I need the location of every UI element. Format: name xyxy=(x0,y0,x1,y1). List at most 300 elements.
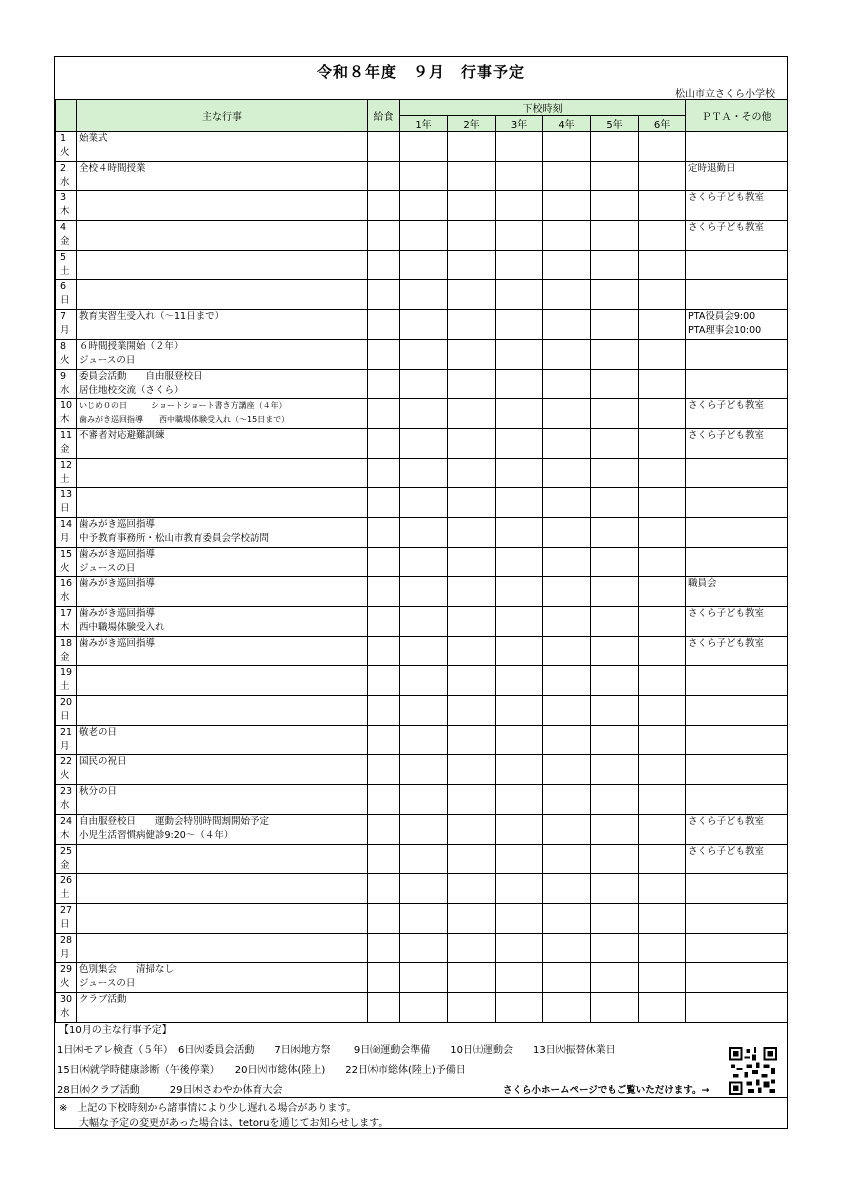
lunch-cell xyxy=(368,933,400,963)
event-line: クラブ活動 xyxy=(79,993,127,1005)
dismissal-cell xyxy=(496,458,543,488)
dismissal-cell xyxy=(543,696,591,726)
pta-cell xyxy=(686,577,788,607)
pta-cell xyxy=(686,992,788,1022)
dismissal-cell xyxy=(543,221,591,251)
day-number: 17 xyxy=(60,608,73,619)
dismissal-cell xyxy=(591,369,639,399)
day-of-week: 日 xyxy=(60,503,70,515)
dismissal-cell xyxy=(591,814,639,844)
event-line: いじめ０の日 ショートショート書き方講座（４年） xyxy=(79,401,287,411)
lunch-cell xyxy=(368,696,400,726)
event-line: ６時間授業開始（２年） xyxy=(79,340,184,352)
dismissal-cell xyxy=(448,369,496,399)
day-row xyxy=(56,221,788,251)
day-of-week: 土 xyxy=(60,889,70,901)
day-row xyxy=(56,399,788,429)
header-grade: 5年 xyxy=(591,116,639,132)
pta-cell xyxy=(686,696,788,726)
dismissal-cell xyxy=(496,755,543,785)
dismissal-cell xyxy=(448,755,496,785)
dismissal-cell xyxy=(639,517,686,547)
dismissal-cell xyxy=(496,339,543,369)
dismissal-cell xyxy=(639,933,686,963)
lunch-cell xyxy=(368,874,400,904)
pta-line: さくら子ども教室 xyxy=(688,815,765,827)
day-cell xyxy=(56,488,77,518)
dismissal-cell xyxy=(400,755,448,785)
dismissal-cell xyxy=(591,280,639,310)
lunch-cell xyxy=(368,725,400,755)
dismissal-cell xyxy=(639,399,686,429)
pta-cell xyxy=(686,785,788,815)
lunch-cell xyxy=(368,280,400,310)
day-row xyxy=(56,903,788,933)
dismissal-cell xyxy=(591,696,639,726)
event-line: 敬老の日 xyxy=(79,726,118,738)
dismissal-cell xyxy=(400,191,448,221)
day-cell xyxy=(56,755,77,785)
dismissal-cell xyxy=(400,547,448,577)
october-line: 28日㈬クラブ活動 29日㈭さわやか体育大会 xyxy=(57,1085,283,1096)
day-cell xyxy=(56,399,77,429)
day-cell xyxy=(56,992,77,1022)
dismissal-cell xyxy=(591,339,639,369)
event-line: 始業式 xyxy=(79,133,108,144)
dismissal-cell xyxy=(400,607,448,637)
dismissal-cell xyxy=(448,666,496,696)
dismissal-cell xyxy=(639,132,686,162)
dismissal-cell xyxy=(591,577,639,607)
day-cell xyxy=(56,280,77,310)
day-cell xyxy=(56,250,77,280)
day-of-week: 火 xyxy=(60,562,70,574)
lunch-cell xyxy=(368,369,400,399)
dismissal-cell xyxy=(496,221,543,251)
event-line: 小児生活習慣病健診9:20～（４年） xyxy=(79,829,234,841)
dismissal-cell xyxy=(400,280,448,310)
event-line: 歯みがき巡回指導 xyxy=(79,518,156,530)
day-row xyxy=(56,458,788,488)
october-line: 1日㈭モアレ検査（５年） 6日㈫委員会活動 7日㈬地方祭 9日㈮運動会準備 10日㈯運動会 13日㈫振替休業日 xyxy=(57,1045,616,1056)
dismissal-cell xyxy=(543,369,591,399)
dismissal-cell xyxy=(639,725,686,755)
day-cell xyxy=(56,607,77,637)
dismissal-cell xyxy=(543,755,591,785)
header-grade: 4年 xyxy=(543,116,591,132)
dismissal-cell xyxy=(591,755,639,785)
lunch-cell xyxy=(368,161,400,191)
dismissal-cell xyxy=(448,488,496,518)
dismissal-cell xyxy=(543,517,591,547)
events-cell xyxy=(77,280,368,310)
lunch-cell xyxy=(368,755,400,785)
dismissal-cell xyxy=(448,933,496,963)
lunch-cell xyxy=(368,963,400,993)
pta-line: さくら子ども教室 xyxy=(688,192,765,204)
dismissal-cell xyxy=(448,547,496,577)
lunch-cell xyxy=(368,458,400,488)
dismissal-cell xyxy=(448,874,496,904)
events-cell xyxy=(77,191,368,221)
day-of-week: 木 xyxy=(60,622,70,633)
dismissal-cell xyxy=(496,874,543,904)
day-number: 27 xyxy=(60,904,73,916)
pta-cell xyxy=(686,636,788,666)
events-cell xyxy=(77,844,368,874)
dismissal-cell xyxy=(448,814,496,844)
dismissal-cell xyxy=(543,607,591,637)
dismissal-cell xyxy=(448,844,496,874)
dismissal-cell xyxy=(591,458,639,488)
day-number: 9 xyxy=(60,370,67,382)
day-number: 10 xyxy=(60,400,73,412)
lunch-cell xyxy=(368,577,400,607)
dismissal-cell xyxy=(400,221,448,251)
pta-cell xyxy=(686,666,788,696)
day-cell xyxy=(56,369,77,399)
day-number: 8 xyxy=(60,340,67,352)
dismissal-cell xyxy=(496,636,543,666)
dismissal-cell xyxy=(591,428,639,458)
events-cell xyxy=(77,339,368,369)
events-cell xyxy=(77,636,368,666)
event-line: 委員会活動 自由服登校日 xyxy=(79,370,203,382)
events-cell xyxy=(77,992,368,1022)
dismissal-cell xyxy=(639,903,686,933)
dismissal-cell xyxy=(400,399,448,429)
day-of-week: 木 xyxy=(60,829,70,841)
dismissal-cell xyxy=(496,725,543,755)
dismissal-cell xyxy=(400,814,448,844)
day-row xyxy=(56,636,788,666)
events-cell xyxy=(77,310,368,340)
day-cell xyxy=(56,339,77,369)
dismissal-cell xyxy=(400,428,448,458)
page-title: 令和８年度 ９月 行事予定 xyxy=(316,63,525,81)
lunch-cell xyxy=(368,903,400,933)
day-number: 6 xyxy=(60,281,67,293)
schedule-table xyxy=(55,99,788,1023)
day-row xyxy=(56,874,788,904)
dismissal-cell xyxy=(591,903,639,933)
day-row xyxy=(56,339,788,369)
pta-cell xyxy=(686,725,788,755)
day-row xyxy=(56,280,788,310)
dismissal-cell xyxy=(639,458,686,488)
day-number: 19 xyxy=(60,667,73,679)
day-row xyxy=(56,696,788,726)
day-number: 20 xyxy=(60,697,73,709)
pta-cell xyxy=(686,517,788,547)
day-row xyxy=(56,666,788,696)
day-of-week: 日 xyxy=(60,711,70,723)
dismissal-cell xyxy=(400,339,448,369)
dismissal-cell xyxy=(448,963,496,993)
events-cell xyxy=(77,458,368,488)
day-of-week: 水 xyxy=(60,384,70,396)
event-line: 歯みがき巡回指導 西中職場体験受入れ（～15日まで） xyxy=(79,415,290,425)
dismissal-cell xyxy=(591,785,639,815)
dismissal-cell xyxy=(496,933,543,963)
dismissal-cell xyxy=(639,696,686,726)
pta-cell xyxy=(686,547,788,577)
day-cell xyxy=(56,725,77,755)
dismissal-cell xyxy=(543,963,591,993)
day-cell xyxy=(56,874,77,904)
dismissal-cell xyxy=(591,963,639,993)
lunch-cell xyxy=(368,607,400,637)
day-row xyxy=(56,310,788,340)
day-cell xyxy=(56,577,77,607)
dismissal-cell xyxy=(591,221,639,251)
dismissal-cell xyxy=(496,607,543,637)
dismissal-cell xyxy=(400,458,448,488)
notes-section xyxy=(55,1097,787,1129)
lunch-cell xyxy=(368,339,400,369)
dismissal-cell xyxy=(639,814,686,844)
day-row xyxy=(56,963,788,993)
day-row xyxy=(56,607,788,637)
day-of-week: 水 xyxy=(60,176,70,188)
events-cell xyxy=(77,725,368,755)
header-pta: ＰＴＡ・その他 xyxy=(686,100,788,132)
dismissal-cell xyxy=(448,992,496,1022)
lunch-cell xyxy=(368,132,400,162)
day-row xyxy=(56,755,788,785)
pta-cell xyxy=(686,903,788,933)
header-dismissal: 下校時刻 xyxy=(400,100,686,116)
day-cell xyxy=(56,428,77,458)
lunch-cell xyxy=(368,517,400,547)
dismissal-cell xyxy=(400,250,448,280)
dismissal-cell xyxy=(400,903,448,933)
event-line: 教育実習生受入れ（～11日まで） xyxy=(79,311,225,323)
lunch-cell xyxy=(368,191,400,221)
dismissal-cell xyxy=(496,428,543,458)
day-number: 1 xyxy=(60,133,67,144)
day-number: 24 xyxy=(60,815,73,827)
dismissal-cell xyxy=(496,696,543,726)
day-cell xyxy=(56,310,77,340)
event-line: 不審者対応避難訓練 xyxy=(79,429,165,441)
dismissal-cell xyxy=(496,517,543,547)
dismissal-cell xyxy=(496,369,543,399)
events-cell xyxy=(77,517,368,547)
dismissal-cell xyxy=(543,547,591,577)
lunch-cell xyxy=(368,814,400,844)
events-cell xyxy=(77,696,368,726)
dismissal-cell xyxy=(591,310,639,340)
dismissal-cell xyxy=(543,250,591,280)
day-cell xyxy=(56,844,77,874)
events-cell xyxy=(77,577,368,607)
event-line: 歯みがき巡回指導 xyxy=(79,637,156,649)
dismissal-cell xyxy=(639,844,686,874)
dismissal-cell xyxy=(448,310,496,340)
dismissal-cell xyxy=(448,607,496,637)
dismissal-cell xyxy=(400,963,448,993)
pta-line: さくら子ども教室 xyxy=(688,845,765,857)
pta-cell xyxy=(686,844,788,874)
event-line: 歯みがき巡回指導 xyxy=(79,578,156,590)
day-row xyxy=(56,161,788,191)
header-day xyxy=(56,100,77,132)
dismissal-cell xyxy=(448,399,496,429)
pta-cell xyxy=(686,310,788,340)
day-row xyxy=(56,844,788,874)
dismissal-cell xyxy=(448,785,496,815)
dismissal-cell xyxy=(639,369,686,399)
qr-code-icon[interactable] xyxy=(729,1047,777,1095)
day-of-week: 日 xyxy=(60,918,70,930)
lunch-cell xyxy=(368,636,400,666)
pta-line: PTA役員会9:00 xyxy=(688,311,756,323)
day-number: 12 xyxy=(60,459,73,471)
day-row xyxy=(56,814,788,844)
schedule-body xyxy=(56,132,788,1023)
lunch-cell xyxy=(368,844,400,874)
day-of-week: 土 xyxy=(60,681,70,693)
events-cell xyxy=(77,221,368,251)
events-cell xyxy=(77,963,368,993)
header-grade: 2年 xyxy=(448,116,496,132)
day-cell xyxy=(56,666,77,696)
dismissal-cell xyxy=(448,517,496,547)
day-number: 23 xyxy=(60,786,73,798)
events-cell xyxy=(77,933,368,963)
dismissal-cell xyxy=(543,488,591,518)
events-cell xyxy=(77,755,368,785)
day-cell xyxy=(56,132,77,162)
event-line: 歯みがき巡回指導 xyxy=(79,548,156,560)
day-cell xyxy=(56,696,77,726)
pta-cell xyxy=(686,339,788,369)
dismissal-cell xyxy=(496,280,543,310)
dismissal-cell xyxy=(543,814,591,844)
day-cell xyxy=(56,963,77,993)
dismissal-cell xyxy=(591,191,639,221)
dismissal-cell xyxy=(400,785,448,815)
dismissal-cell xyxy=(639,221,686,251)
dismissal-cell xyxy=(400,517,448,547)
dismissal-cell xyxy=(496,547,543,577)
dismissal-cell xyxy=(496,191,543,221)
pta-line: さくら子ども教室 xyxy=(688,429,765,441)
events-cell xyxy=(77,132,368,162)
dismissal-cell xyxy=(639,874,686,904)
dismissal-cell xyxy=(591,517,639,547)
events-cell xyxy=(77,488,368,518)
day-of-week: 土 xyxy=(60,473,70,485)
dismissal-cell xyxy=(543,577,591,607)
day-number: 15 xyxy=(60,548,73,560)
day-number: 7 xyxy=(60,311,67,323)
dismissal-cell xyxy=(543,844,591,874)
pta-cell xyxy=(686,933,788,963)
pta-line: 定時退勤日 xyxy=(688,162,736,174)
day-cell xyxy=(56,517,77,547)
dismissal-cell xyxy=(639,250,686,280)
dismissal-cell xyxy=(639,577,686,607)
day-of-week: 月 xyxy=(60,325,70,337)
day-row xyxy=(56,428,788,458)
dismissal-cell xyxy=(543,903,591,933)
dismissal-cell xyxy=(591,132,639,162)
dismissal-cell xyxy=(448,696,496,726)
day-of-week: 火 xyxy=(60,770,70,782)
pta-cell xyxy=(686,874,788,904)
dismissal-cell xyxy=(543,666,591,696)
events-cell xyxy=(77,399,368,429)
pta-line: PTA理事会10:00 xyxy=(688,325,762,337)
dismissal-cell xyxy=(400,161,448,191)
day-cell xyxy=(56,903,77,933)
dismissal-cell xyxy=(400,310,448,340)
day-number: 30 xyxy=(60,993,73,1005)
dismissal-cell xyxy=(543,636,591,666)
lunch-cell xyxy=(368,785,400,815)
dismissal-cell xyxy=(448,250,496,280)
day-cell xyxy=(56,785,77,815)
dismissal-cell xyxy=(543,132,591,162)
event-line: 自由服登校日 運動会特別時間割開始予定 xyxy=(79,815,270,827)
dismissal-cell xyxy=(400,874,448,904)
events-cell xyxy=(77,874,368,904)
day-row xyxy=(56,132,788,162)
day-of-week: 火 xyxy=(60,147,70,158)
events-cell xyxy=(77,547,368,577)
day-number: 22 xyxy=(60,756,73,768)
day-number: 11 xyxy=(60,429,73,441)
dismissal-cell xyxy=(448,903,496,933)
day-number: 14 xyxy=(60,518,73,530)
dismissal-cell xyxy=(543,399,591,429)
october-heading: 【10月の主な行事予定】 xyxy=(59,1025,172,1036)
dismissal-cell xyxy=(543,161,591,191)
header-events: 主な行事 xyxy=(77,100,368,132)
dismissal-cell xyxy=(591,547,639,577)
events-cell xyxy=(77,666,368,696)
pta-cell xyxy=(686,250,788,280)
day-cell xyxy=(56,191,77,221)
day-number: 4 xyxy=(60,222,67,234)
pta-cell xyxy=(686,458,788,488)
dismissal-cell xyxy=(400,992,448,1022)
pta-cell xyxy=(686,221,788,251)
day-cell xyxy=(56,547,77,577)
event-line: 全校４時間授業 xyxy=(79,162,146,174)
day-row xyxy=(56,992,788,1022)
dismissal-cell xyxy=(639,488,686,518)
day-cell xyxy=(56,636,77,666)
lunch-cell xyxy=(368,399,400,429)
day-of-week: 月 xyxy=(60,532,70,544)
day-number: 13 xyxy=(60,489,73,501)
day-of-week: 水 xyxy=(60,1007,70,1019)
pta-cell xyxy=(686,607,788,637)
dismissal-cell xyxy=(639,607,686,637)
dismissal-cell xyxy=(448,161,496,191)
event-line: ジュースの日 xyxy=(79,978,136,990)
dismissal-cell xyxy=(543,785,591,815)
event-line: 居住地校交流（さくら） xyxy=(79,384,184,396)
dismissal-cell xyxy=(639,428,686,458)
dismissal-cell xyxy=(448,339,496,369)
dismissal-cell xyxy=(448,191,496,221)
dismissal-cell xyxy=(400,488,448,518)
dismissal-cell xyxy=(496,992,543,1022)
